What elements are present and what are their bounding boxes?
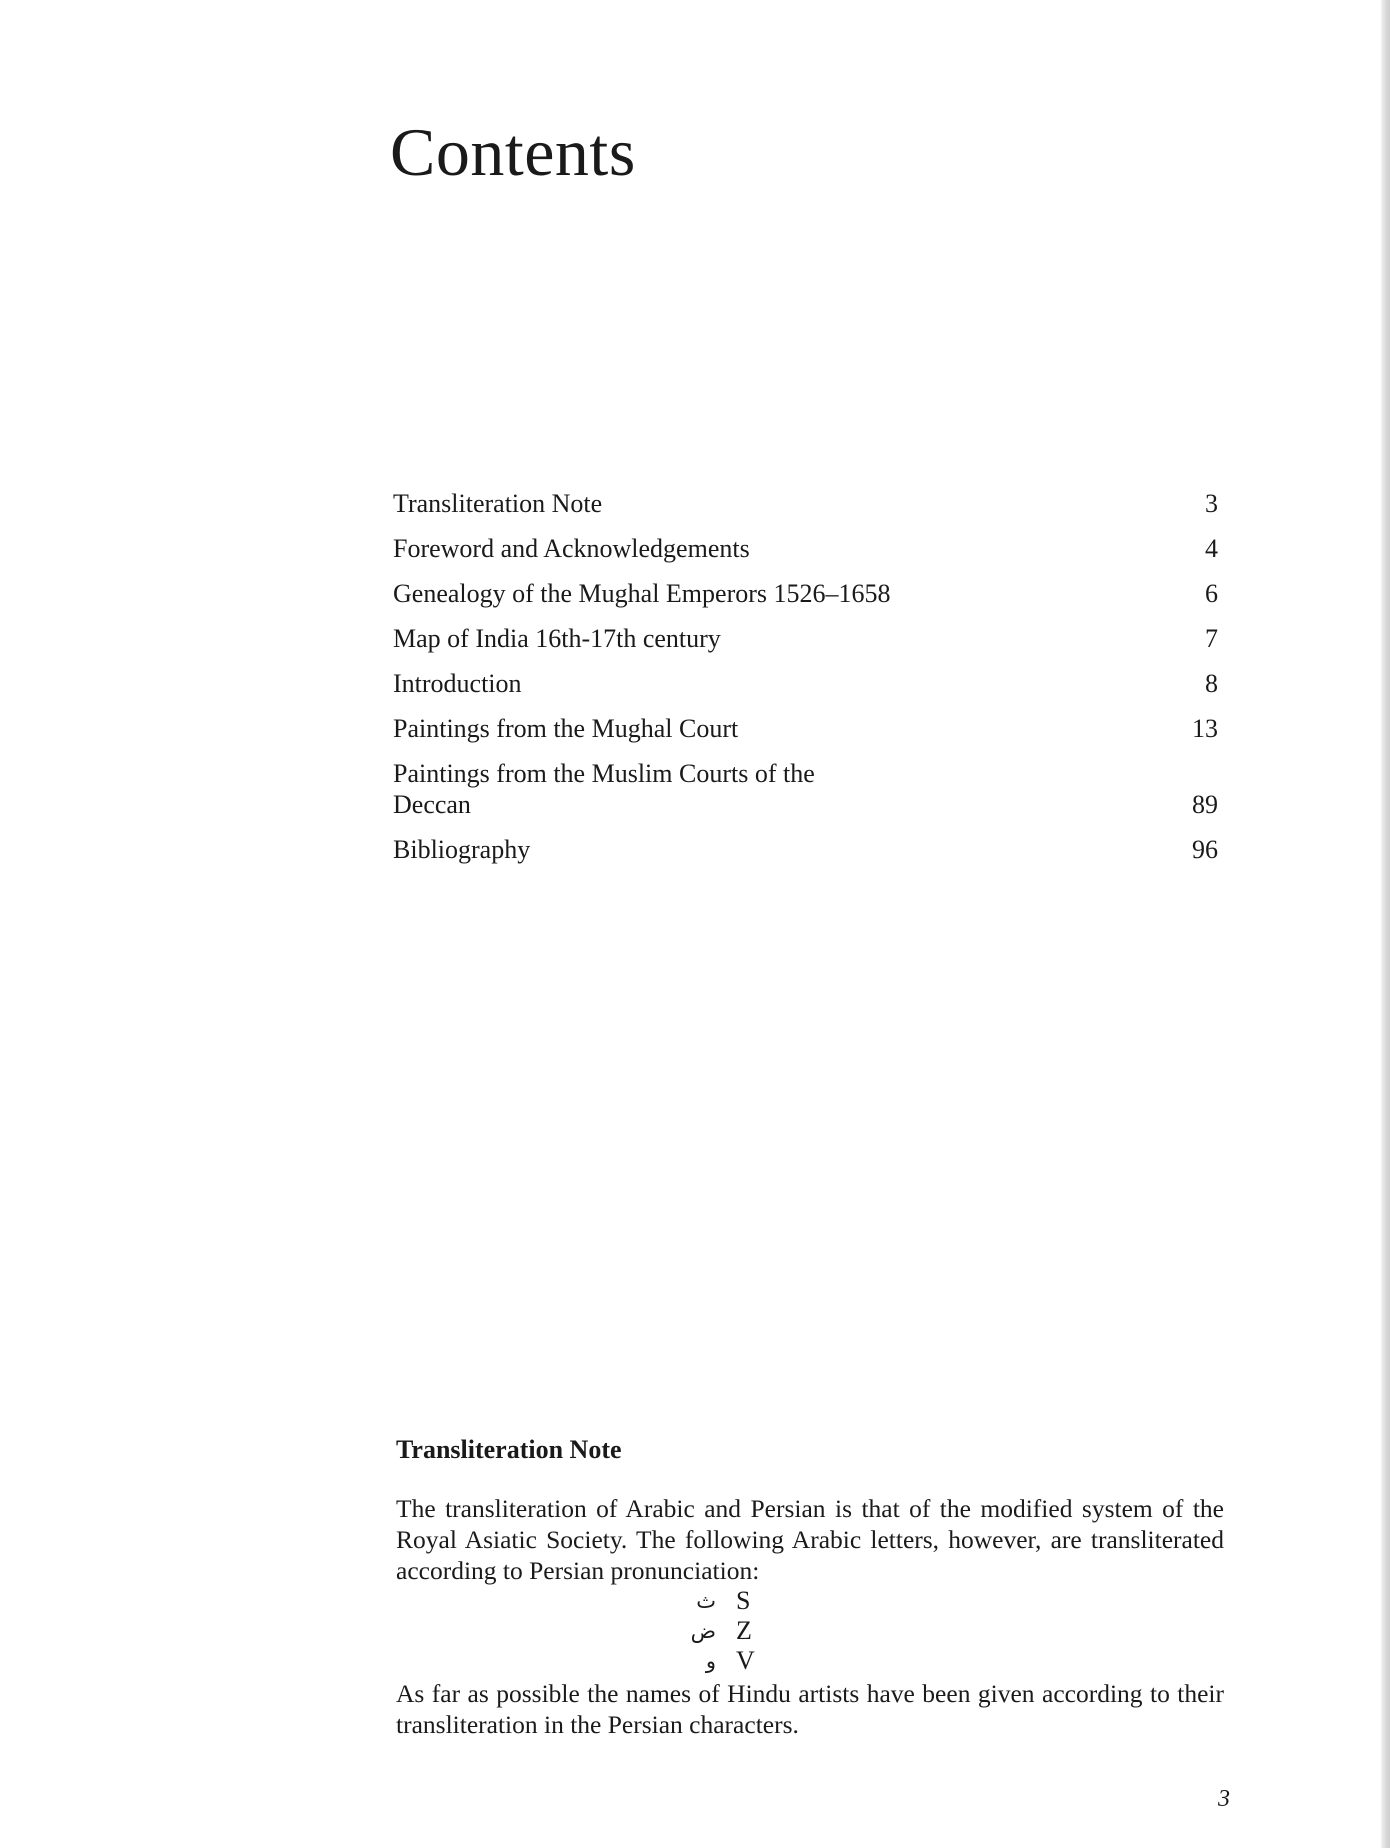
toc-entry-page: 8 [1205, 669, 1218, 698]
latin-letter: V [736, 1646, 755, 1675]
toc-entry-title: Transliteration Note [393, 489, 603, 518]
latin-letter: S [736, 1586, 751, 1615]
latin-letter: Z [736, 1616, 752, 1645]
toc-entry[interactable] [393, 834, 1220, 865]
page-number: 3 [1218, 1786, 1230, 1812]
toc-entry[interactable] [393, 578, 1220, 609]
toc-entry[interactable] [393, 668, 1220, 699]
table-of-contents [393, 488, 1220, 879]
letter-row [396, 1646, 1224, 1676]
toc-entry[interactable] [393, 488, 1220, 519]
page-title: Contents [390, 114, 636, 190]
toc-entry-title: Paintings from the Muslim Courts of the Deccan [393, 759, 815, 819]
toc-entry[interactable] [393, 758, 1220, 820]
toc-entry-page: 4 [1205, 534, 1218, 563]
transliteration-note [396, 1435, 1224, 1740]
note-closing: As far as possible the names of Hindu artists have been given according to their transliteration in the Persian characters. [396, 1679, 1224, 1739]
toc-entry-page: 13 [1192, 714, 1218, 743]
arabic-letter: و [705, 1649, 716, 1673]
toc-entry-page: 89 [1192, 790, 1218, 819]
note-body: The transliteration of Arabic and Persian is that of the modified system of the Royal Asiatic Society. The following Arabic letters, however, are transliterated according to Persian pronunciation: [396, 1494, 1224, 1585]
toc-entry-page: 3 [1205, 489, 1218, 518]
page-edge-shadow [1381, 0, 1390, 1848]
toc-entry-page: 96 [1192, 835, 1218, 864]
toc-entry-title: Map of India 16th-17th century [393, 624, 721, 653]
toc-entry-title: Bibliography [393, 835, 531, 864]
letter-row [396, 1586, 1224, 1616]
arabic-letter: ث [696, 1589, 716, 1613]
arabic-letter: ض [690, 1619, 716, 1643]
toc-entry-title: Paintings from the Mughal Court [393, 714, 739, 743]
toc-entry[interactable] [393, 713, 1220, 744]
toc-entry-page: 7 [1205, 624, 1218, 653]
toc-entry-title: Genealogy of the Mughal Emperors 1526–1658 [393, 579, 891, 608]
note-heading: Transliteration Note [396, 1435, 622, 1464]
toc-entry-title: Introduction [393, 669, 522, 698]
toc-entry-title: Foreword and Acknowledgements [393, 534, 750, 563]
toc-entry-page: 6 [1205, 579, 1218, 608]
letter-row [396, 1616, 1224, 1646]
toc-entry[interactable] [393, 533, 1220, 564]
letter-table [396, 1586, 1224, 1676]
toc-entry[interactable] [393, 623, 1220, 654]
